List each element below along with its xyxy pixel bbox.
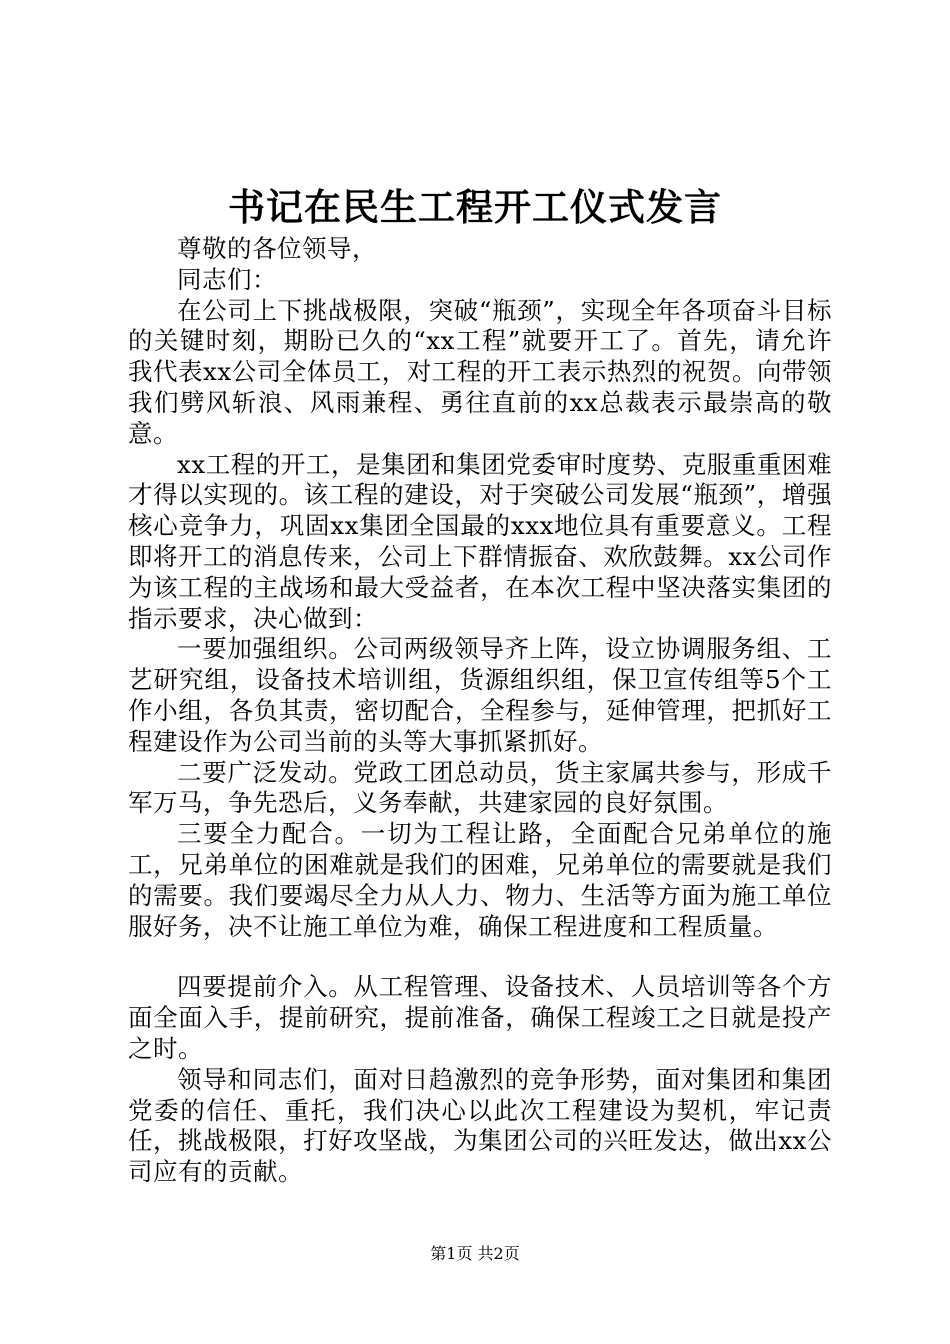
salutation-comrades: 同志们： [177, 264, 277, 294]
paragraph-significance: xx工程的开工，是集团和集团党委审时度势、克服重重困难才得以实现的。该工程的建设，对于突破公司发展“瓶颈”，增强核心竞争力，巩固xx集团全国最的xxx地位具有重要意义。工程即将开工的消息传来，公司上下群情振奋、欢欣鼓舞。xx公司作为该工程的主战场和最大受益者，在本次工程中坚决落实集团的指示要求，决心做到： [128, 449, 832, 633]
paragraph-point-three: 三要全力配合。一切为工程让路，全面配合兄弟单位的施工，兄弟单位的困难就是我们的困难，兄弟单位的需要就是我们的需要。我们要竭尽全力从人力、物力、生活等方面为施工单位服好务，决不让施工单位为难，确保工程进度和工程质量。 [128, 819, 832, 941]
salutation-leaders: 尊敬的各位领导， [177, 234, 377, 263]
paragraph-closing: 领导和同志们，面对日趋激烈的竞争形势，面对集团和集团党委的信任、重托，我们决心以此次工程建设为契机，牢记责任，挑战极限，打好攻坚战，为集团公司的兴旺发达，做出xx公司应有的贡献。 [128, 1064, 832, 1187]
document-title: 书记在民生工程开工仪式发言 [228, 185, 722, 229]
paragraph-point-two: 二要广泛发动。党政工团总动员，货主家属共参与，形成千军万马，争先恐后，义务奉献，共建家园的良好氛围。 [128, 757, 832, 818]
paragraph-point-four: 四要提前介入。从工程管理、设备技术、人员培训等各个方面全面入手，提前研究，提前准备，确保工程竣工之日就是投产之时。 [128, 972, 832, 1063]
document-body [128, 234, 832, 1188]
paragraph-point-one: 一要加强组织。公司两级领导齐上阵，设立协调服务组、工艺研究组，设备技术培训组，货源组织组，保卫宣传组等5个工作小组，各负其责，密切配合，全程参与，延伸管理，把抓好工程建设作为公司当前的头等大事抓紧抓好。 [128, 634, 832, 756]
page-indicator: 第1页 共2页 [430, 1244, 520, 1263]
paragraph-opening: 在公司上下挑战极限，突破“瓶颈”，实现全年各项奋斗目标的关键时刻，期盼已久的“xx工程”就要开工了。首先，请允许我代表xx公司全体员工，对工程的开工表示热烈的祝贺。向带领我们劈风斩浪、风雨兼程、勇往直前的xx总裁表示最崇高的敬意。 [128, 295, 832, 448]
